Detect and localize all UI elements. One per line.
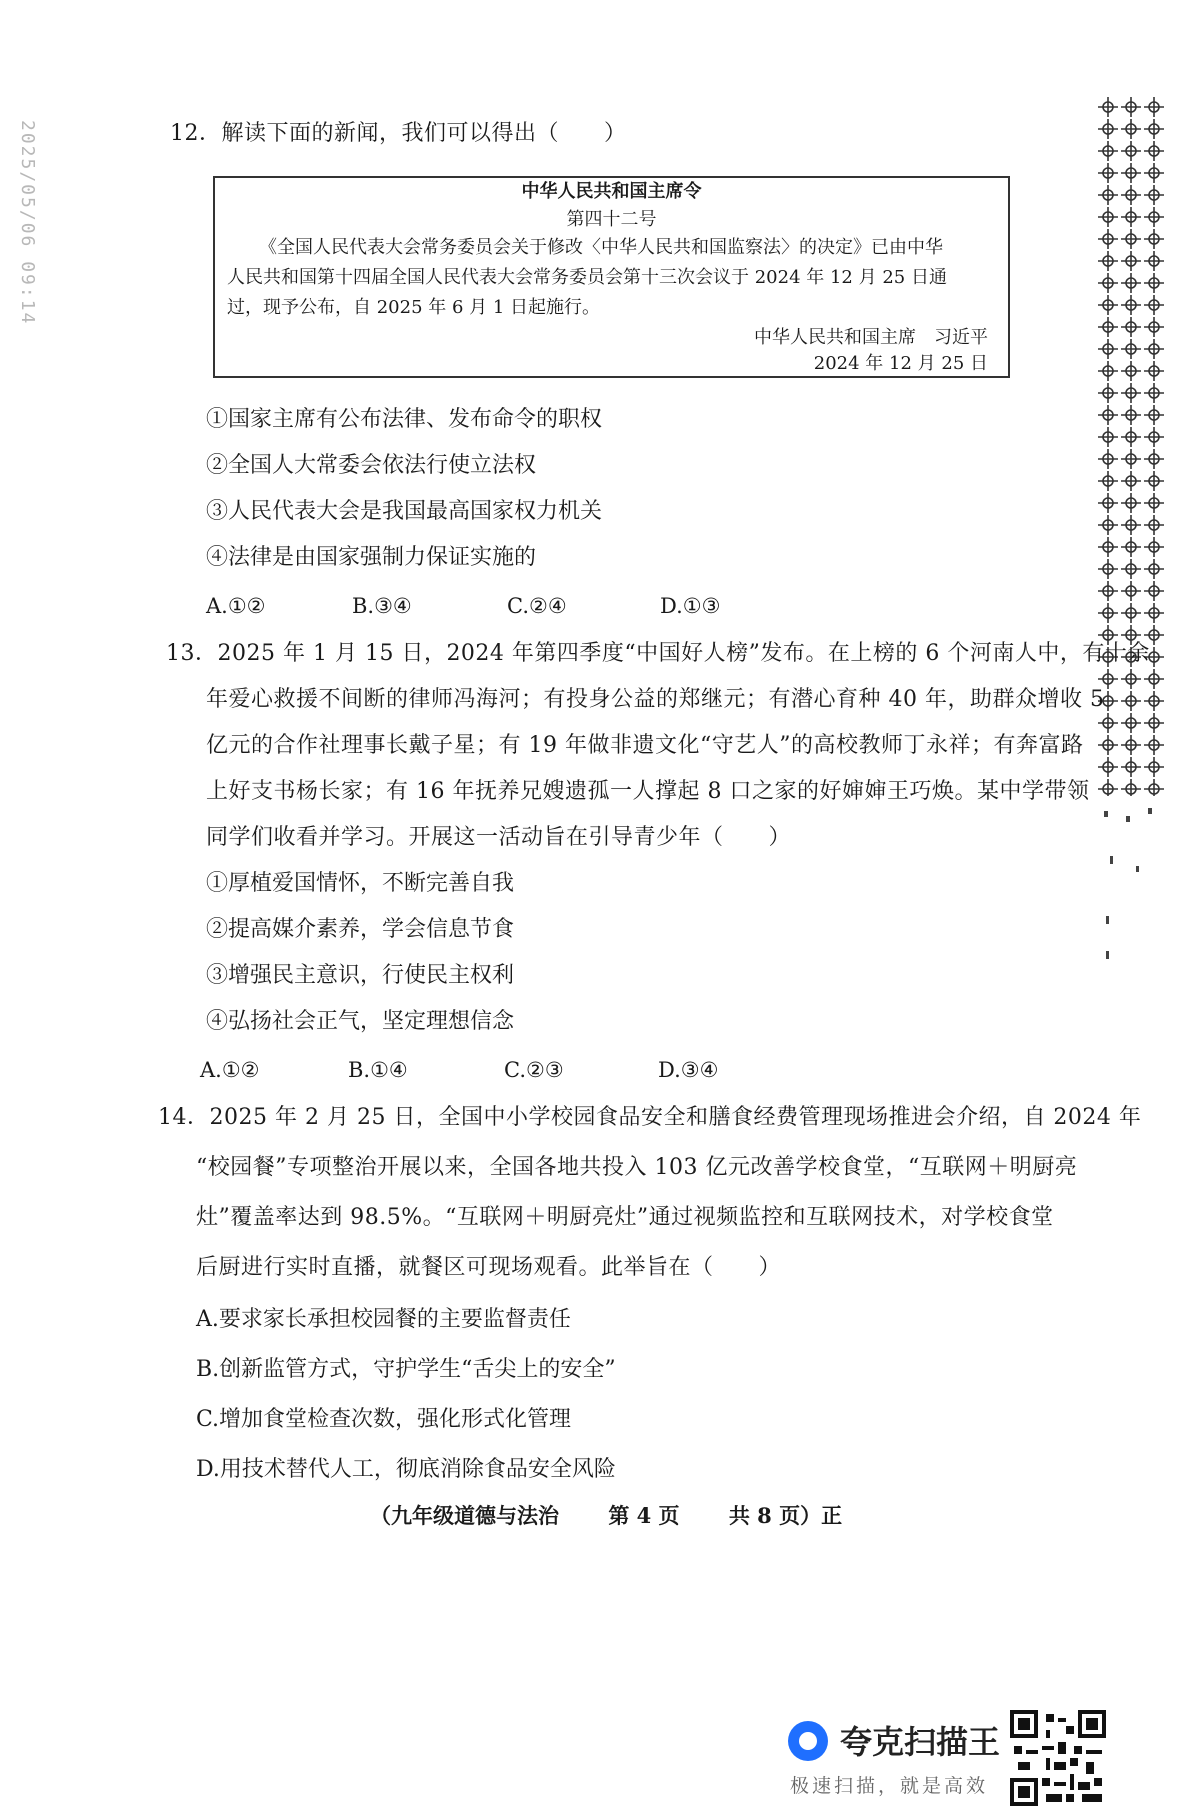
q12-item: ④法律是由国家强制力保证实施的 <box>206 545 537 570</box>
footer-page: 第 4 页 <box>608 1503 680 1528</box>
q12-item: ①国家主席有公布法律、发布命令的职权 <box>206 407 603 432</box>
q13-option-b: B.①④ <box>348 1058 408 1082</box>
q13-option-a: A.①② <box>200 1058 260 1082</box>
q12-item: ③人民代表大会是我国最高国家权力机关 <box>206 499 603 524</box>
decorative-border <box>1096 96 1166 966</box>
q13-line: 年爱心救援不间断的律师冯海河；有投身公益的郑继元；有潜心育种 40 年，助群众增收 5 <box>206 687 1105 712</box>
q13-line: 亿元的合作社理事长戴子星；有 19 年做非遗文化“守艺人”的高校教师丁永祥；有奔富路 <box>206 733 1084 758</box>
qr-code-icon <box>1010 1710 1106 1806</box>
q12-option-c: C.②④ <box>507 594 567 618</box>
q12-stem: 12．解读下面的新闻，我们可以得出（ ） <box>170 121 627 146</box>
q13-option-c: C.②③ <box>504 1058 564 1082</box>
q14-line: 14．2025 年 2 月 25 日，全国中小学校园食品安全和膳食经费管理现场推进会介绍，自 2024 年 <box>158 1105 1142 1130</box>
q13-item: ④弘扬社会正气，坚定理想信念 <box>206 1009 515 1034</box>
page-footer <box>370 1500 842 1530</box>
q13-item: ③增强民主意识，行使民主权利 <box>206 963 515 988</box>
side-scan-stamp: 2025/05/06 09:14 <box>17 120 38 326</box>
news-signature: 中华人民共和国主席 习近平 <box>754 327 988 348</box>
q13-option-d: D.③④ <box>658 1058 719 1082</box>
news-body-line-2: 人民共和国第十四届全国人民代表大会常务委员会第十三次会议于 2024 年 12 月 25 日通 <box>227 267 947 288</box>
news-body-line-1: 《全国人民代表大会常务委员会关于修改〈中华人民共和国监察法〉的决定》已由中华 <box>259 237 943 258</box>
q14-line: 后厨进行实时直播，就餐区可现场观看。此举旨在（ ） <box>196 1255 782 1280</box>
q14-option-d: D.用技术替代人工，彻底消除食品安全风险 <box>196 1457 616 1482</box>
news-number: 第四十二号 <box>566 209 657 230</box>
q13-line: 13．2025 年 1 月 15 日，2024 年第四季度“中国好人榜”发布。在上榜的 6 个河南人中，有十余 <box>166 641 1150 666</box>
q14-option-b: B.创新监管方式，守护学生“舌尖上的安全” <box>196 1357 616 1382</box>
q12-option-b: B.③④ <box>352 594 412 618</box>
q13-line: 上好支书杨长家；有 16 年抚养兄嫂遗孤一人撑起 8 口之家的好婶婶王巧焕。某中学带领 <box>206 779 1090 804</box>
footer-subject: （九年级道德与法治 <box>370 1503 559 1528</box>
news-title: 中华人民共和国主席令 <box>521 181 702 202</box>
q13-item: ①厚植爱国情怀，不断完善自我 <box>206 871 515 896</box>
q13-line: 同学们收看并学习。开展这一活动旨在引导青少年（ ） <box>206 825 792 850</box>
q12-news-box <box>213 176 1010 378</box>
q13-item: ②提高媒介素养，学会信息节食 <box>206 917 515 942</box>
watermark-app-name: 夸克扫描王 <box>840 1723 1001 1761</box>
q12-option-d: D.①③ <box>660 594 721 618</box>
q14-option-a: A.要求家长承担校园餐的主要监督责任 <box>196 1307 571 1332</box>
news-date: 2024 年 12 月 25 日 <box>813 353 988 374</box>
quark-logo-icon <box>788 1721 828 1761</box>
q14-line: “校园餐”专项整治开展以来，全国各地共投入 103 亿元改善学校食堂，“互联网＋明厨亮 <box>196 1155 1078 1180</box>
news-body-line-3: 过，现予公布，自 2025 年 6 月 1 日起施行。 <box>227 297 601 318</box>
q12-option-a: A.①② <box>206 594 266 618</box>
q14-line: 灶”覆盖率达到 98.5%。“互联网＋明厨亮灶”通过视频监控和互联网技术，对学校食堂 <box>196 1205 1054 1230</box>
q12-item: ②全国人大常委会依法行使立法权 <box>206 453 537 478</box>
q14-option-c: C.增加食堂检查次数，强化形式化管理 <box>196 1407 572 1432</box>
watermark-slogan: 极速扫描，就是高效 <box>790 1775 989 1797</box>
footer-total: 共 8 页）正 <box>728 1503 843 1528</box>
